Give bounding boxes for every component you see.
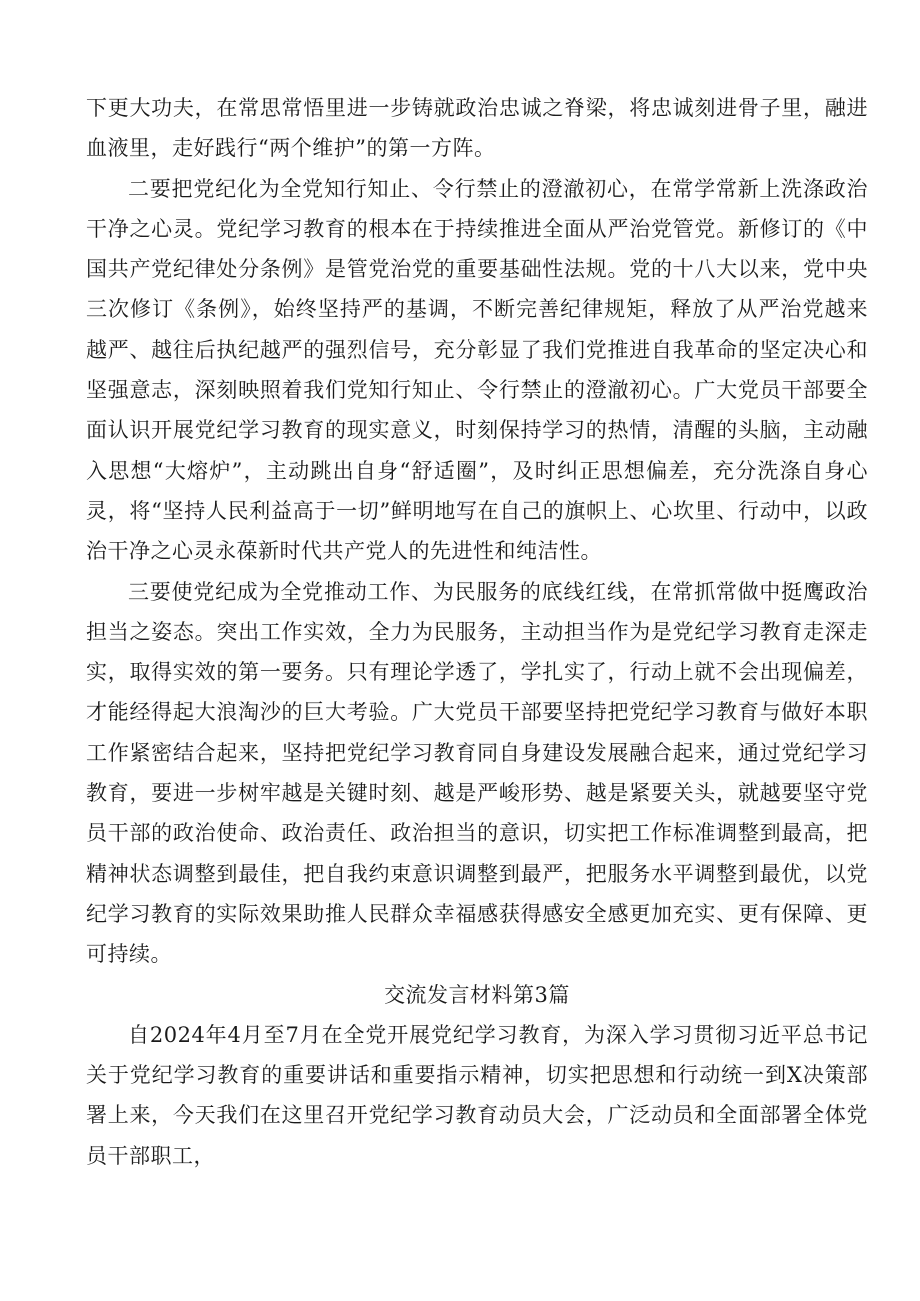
section-heading: 交流发言材料第3篇 [384,982,570,1007]
paragraph-section-intro: 自2024年4月至7月在全党开展党纪学习教育，为深入学习贯彻习近平总书记关于党纪学习教育的重要讲话和重要指示精神，切实把思想和行动统一到X决策部署上来，今天我们在这里召开党纪学习教育动员大会，广泛动员和全面部署全体党员干部职工， [86,1022,868,1168]
paragraph-point-three: 三要使党纪成为全党推动工作、为民服务的底线红线，在常抓常做中挺鹰政治担当之姿态。突出工作实效，全力为民服务，主动担当作为是党纪学习教育走深走实，取得实效的第一要务。只有理论学透了，学扎实了，行动上就不会出现偏差，才能经得起大浪淘沙的巨大考验。广大党员干部要坚持把党纪学习教育与做好本职工作紧密结合起来，坚持把党纪学习教育同自身建设发展融合起来，通过党纪学习教育，要进一步树牢越是关键时刻、越是严峻形势、越是紧要关头，就越要坚守党员干部的政治使命、政治责任、政治担当的意识，切实把工作标准调整到最高，把精神状态调整到最佳，把自我约束意识调整到最严，把服务水平调整到最优，以党纪学习教育的实际效果助推人民群众幸福感获得感安全感更加充实、更有保障、更可持续。 [86,579,868,967]
document-body [86,88,868,1176]
paragraph-point-two: 二要把党纪化为全党知行知止、令行禁止的澄澈初心，在常学常新上洗涤政治干净之心灵。党纪学习教育的根本在于持续推进全面从严治党管党。新修订的《中国共产党纪律处分条例》是管党治党的重要基础性法规。党的十八大以来，党中央三次修订《条例》，始终坚持严的基调，不断完善纪律规矩，释放了从严治党越来越严、越往后执纪越严的强烈信号，充分彰显了我们党推进自我革命的坚定决心和坚强意志，深刻映照着我们党知行知止、令行禁止的澄澈初心。广大党员干部要全面认识开展党纪学习教育的现实意义，时刻保持学习的热情，清醒的头脑，主动融入思想“大熔炉”，主动跳出自身“舒适圈”，及时纠正思想偏差，充分洗涤自身心灵，将“坚持人民利益高于一切”鲜明地写在自己的旗帜上、心坎里、行动中，以政治干净之心灵永葆新时代共产党人的先进性和纯洁性。 [86,176,868,564]
paragraph-continuation: 下更大功夫，在常思常悟里进一步铸就政治忠诚之脊梁，将忠诚刻进骨子里，融进血液里，走好践行“两个维护”的第一方阵。 [86,96,868,161]
